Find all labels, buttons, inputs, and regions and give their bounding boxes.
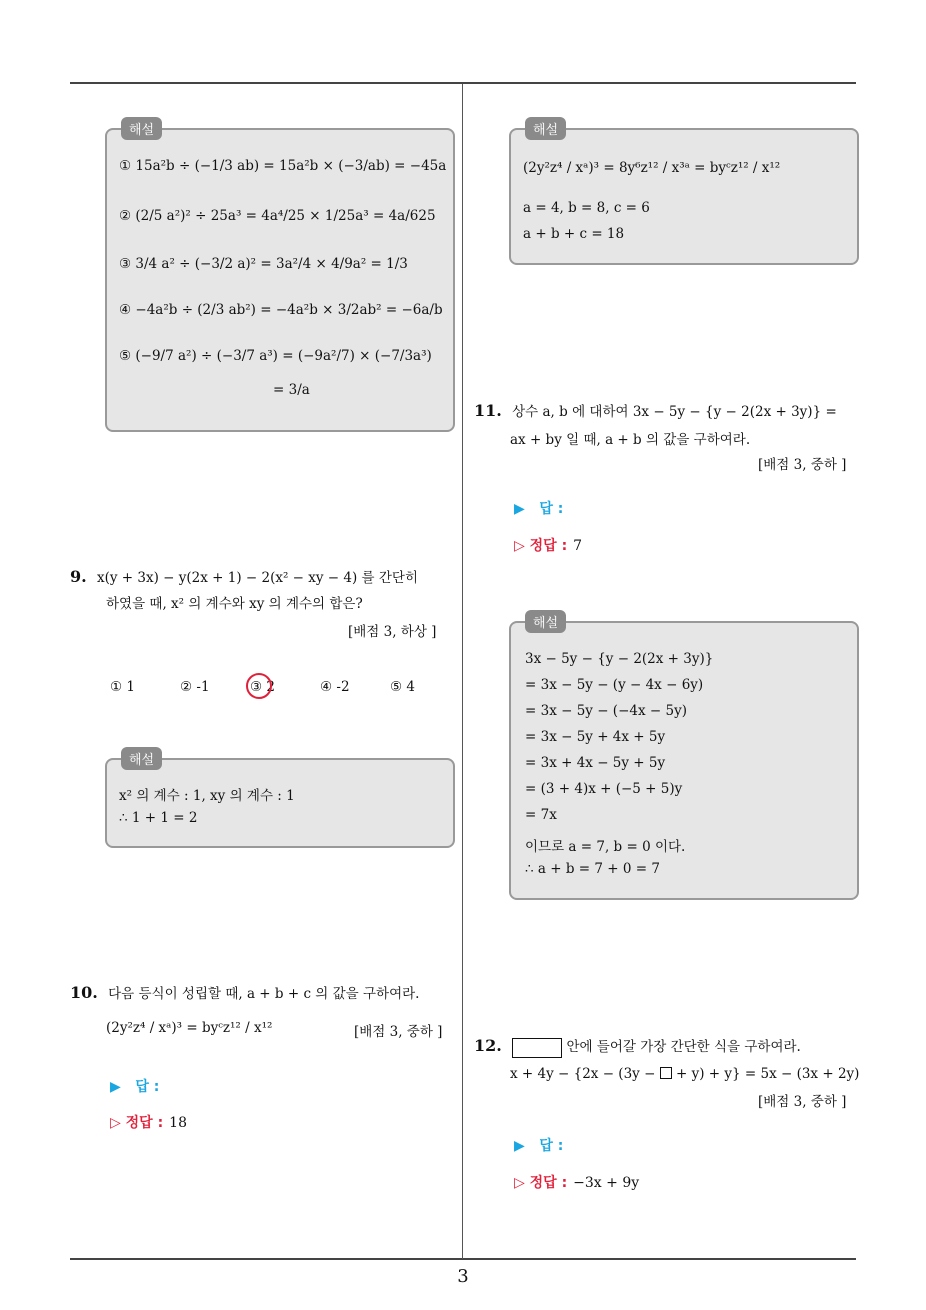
explanation-line: 3x − 5y − {y − 2(2x + 3y)} <box>525 651 714 667</box>
question-text: 안에 들어갈 가장 간단한 식을 구하여라. <box>566 1039 801 1055</box>
equation-left: x + 4y − {2x − (3y − <box>510 1066 660 1082</box>
answer-prompt: ▶ 답 : <box>110 1079 160 1095</box>
answer-blank-box <box>512 1038 562 1058</box>
correct-label: 정답 : <box>529 1175 568 1191</box>
explanation-line: ④ −4a²b ÷ (2/3 ab²) = −4a²b × 3/2ab² = −6a/b <box>119 302 443 318</box>
question-text: ax + by 일 때, a + b 의 값을 구하여라. <box>510 432 751 448</box>
explanation-line: = 3x − 5y − (−4x − 5y) <box>525 703 687 719</box>
question-text: x(y + 3x) − y(2x + 1) − 2(x² − xy − 4) 를 간단히 <box>97 570 419 586</box>
explanation-line: ⑤ (−9/7 a²) ÷ (−3/7 a³) = (−9a²/7) × (−7/3a³) <box>119 348 432 364</box>
correct-value: −3x + 9y <box>573 1175 640 1191</box>
correct-answer: ▷ 정답 : −3x + 9y <box>514 1175 640 1191</box>
question-10 <box>70 982 419 1002</box>
correct-label: 정답 : <box>125 1115 164 1131</box>
question-12 <box>474 1035 801 1058</box>
explanation-line: ∴ 1 + 1 = 2 <box>119 810 198 826</box>
explanation-box-q11 <box>509 616 859 900</box>
explanation-line: = 3x − 5y − (y − 4x − 6y) <box>525 677 704 693</box>
correct-value: 18 <box>169 1115 187 1131</box>
explanation-line: = 3x − 5y + 4x + 5y <box>525 729 666 745</box>
question-number: 9. <box>70 567 87 586</box>
answer-label: 답 : <box>539 1138 564 1154</box>
explanation-line: 이므로 a = 7, b = 0 이다. <box>525 839 686 855</box>
explanation-tag: 해설 <box>525 610 566 633</box>
blank-square-icon <box>660 1067 672 1079</box>
explanation-tag: 해설 <box>121 747 162 770</box>
explanation-tag: 해설 <box>525 117 566 140</box>
correct-value: 7 <box>573 538 583 554</box>
score-label: [배점 3, 중하 ] <box>758 457 847 473</box>
choice-5[interactable]: ⑤ 4 <box>390 679 415 695</box>
score-label: [배점 3, 하상 ] <box>348 624 437 640</box>
question-text: 다음 등식이 성립할 때, a + b + c 의 값을 구하여라. <box>108 986 420 1002</box>
page-number: 3 <box>457 1266 469 1287</box>
explanation-box-q8 <box>105 123 455 432</box>
explanation-line: = 7x <box>525 807 557 823</box>
explanation-line: ① 15a²b ÷ (−1/3 ab) = 15a²b × (−3/ab) = −45a <box>119 158 447 174</box>
question-text: 하였을 때, x² 의 계수와 xy 의 계수의 합은? <box>106 596 363 612</box>
score-label: [배점 3, 중하 ] <box>758 1094 847 1110</box>
top-rule <box>70 82 856 84</box>
explanation-box-q9 <box>105 753 455 848</box>
explanation-line: ③ 3/4 a² ÷ (−3/2 a)² = 3a²/4 × 4/9a² = 1/3 <box>119 256 408 272</box>
question-number: 12. <box>474 1036 502 1055</box>
choice-1[interactable]: ① 1 <box>110 679 135 695</box>
question-equation: (2y²z⁴ / xᵃ)³ = byᶜz¹² / x¹² <box>106 1020 273 1036</box>
explanation-line: a + b + c = 18 <box>523 226 625 242</box>
answer-prompt: ▶ 답 : <box>514 1138 564 1154</box>
equation-right: + y) + y} = 5x − (3x + 2y) <box>671 1066 860 1082</box>
explanation-box-q10 <box>509 123 859 265</box>
correct-answer: ▷ 정답 : 7 <box>514 538 583 554</box>
explanation-tag: 해설 <box>121 117 162 140</box>
choice-2[interactable]: ② -1 <box>180 679 210 695</box>
explanation-line: x² 의 계수 : 1, xy 의 계수 : 1 <box>119 788 295 804</box>
answer-label: 답 : <box>135 1079 160 1095</box>
question-equation <box>510 1066 859 1082</box>
correct-answer: ▷ 정답 : 18 <box>110 1115 187 1131</box>
explanation-line: (2y²z⁴ / xᵃ)³ = 8y⁶z¹² / x³ᵃ = byᶜz¹² / x¹² <box>523 160 781 176</box>
question-text: 상수 a, b 에 대하여 3x − 5y − {y − 2(2x + 3y)} = <box>512 404 837 420</box>
bottom-rule <box>70 1258 856 1260</box>
question-9 <box>70 566 418 586</box>
explanation-line: ∴ a + b = 7 + 0 = 7 <box>525 861 660 877</box>
correct-label: 정답 : <box>529 538 568 554</box>
explanation-line: = 3/a <box>273 382 310 398</box>
selected-answer-mark <box>246 673 272 699</box>
score-label: [배점 3, 중하 ] <box>354 1024 443 1040</box>
question-number: 11. <box>474 401 502 420</box>
explanation-line: = (3 + 4)x + (−5 + 5)y <box>525 781 683 797</box>
question-11 <box>474 400 837 420</box>
choice-3[interactable]: ③ 2 <box>250 679 275 695</box>
explanation-line: ② (2/5 a²)² ÷ 25a³ = 4a⁴/25 × 1/25a³ = 4a/625 <box>119 208 436 224</box>
answer-label: 답 : <box>539 501 564 517</box>
question-number: 10. <box>70 983 98 1002</box>
answer-prompt: ▶ 답 : <box>514 501 564 517</box>
column-divider <box>462 84 463 1259</box>
choice-4[interactable]: ④ -2 <box>320 679 350 695</box>
explanation-line: a = 4, b = 8, c = 6 <box>523 200 650 216</box>
explanation-line: = 3x + 4x − 5y + 5y <box>525 755 666 771</box>
